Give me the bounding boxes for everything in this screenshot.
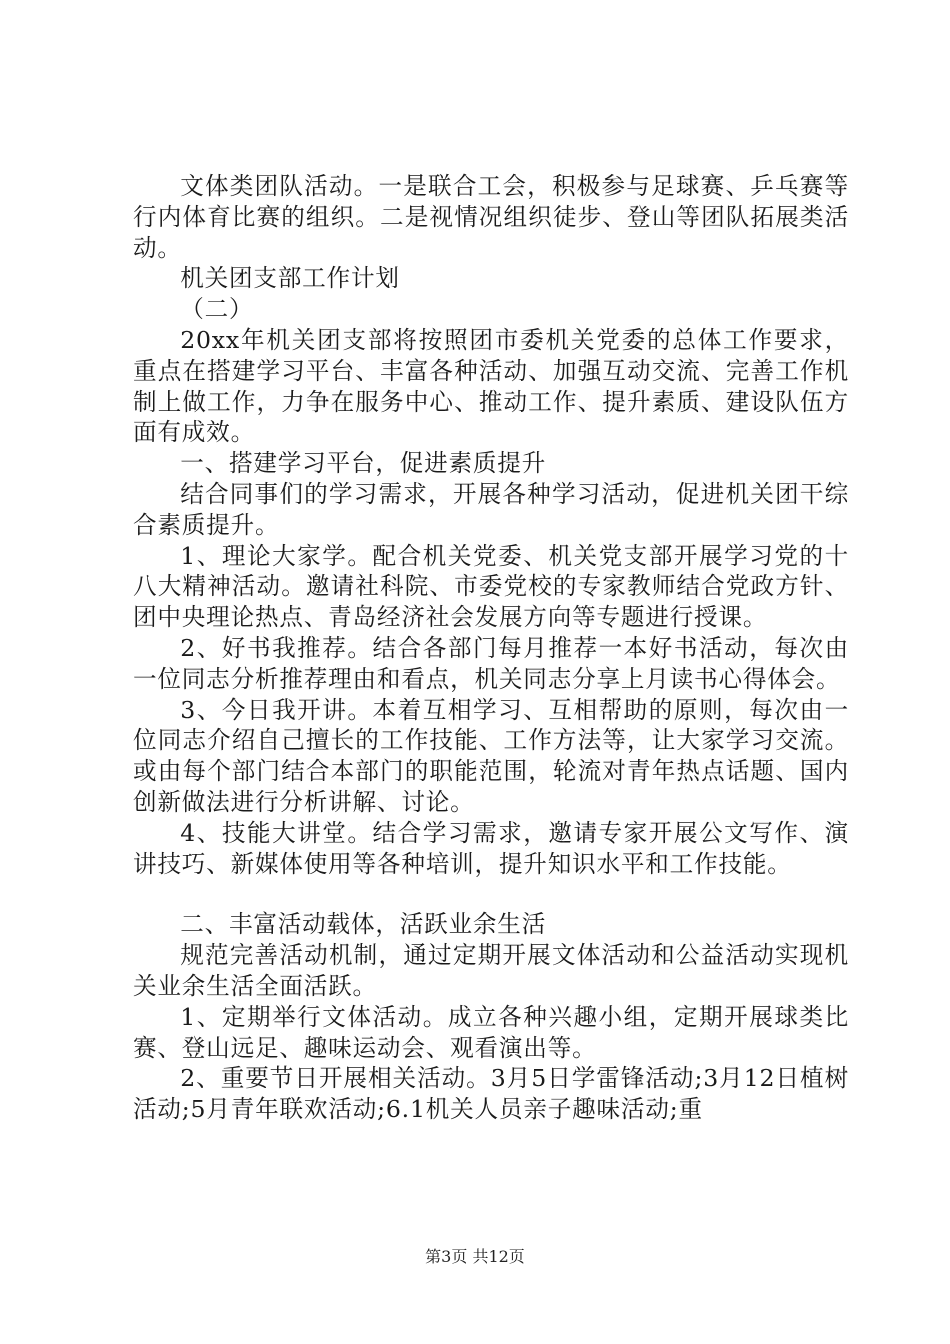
- document-body: [133, 171, 849, 1125]
- paragraph-intro: 20xx年机关团支部将按照团市委机关党委的总体工作要求，重点在搭建学习平台、丰富各种活动、加强互动交流、完善工作机制上做工作，力争在服务中心、推动工作、提升素质、建设队伍方面有成效。: [133, 325, 849, 447]
- item-skills-lecture: 4、技能大讲堂。结合学习需求，邀请专家开展公文写作、演讲技巧、新媒体使用等各种培训，提升知识水平和工作技能。: [133, 818, 849, 878]
- page-footer: 第3页 共12页: [425, 1247, 525, 1266]
- paragraph-gap: [133, 879, 849, 909]
- heading-rich-activities: 二、丰富活动载体，活跃业余生活: [180, 910, 547, 939]
- item-regular-activities: 1、定期举行文体活动。成立各种兴趣小组，定期开展球类比赛、登山远足、趣味运动会、观看演出等。: [133, 1002, 849, 1062]
- item-theory-study: 1、理论大家学。配合机关党委、机关党支部开展学习党的十八大精神活动。邀请社科院、市委党校的专家教师结合党政方针、团中央理论热点、青岛经济社会发展方向等专题进行授课。: [133, 541, 849, 632]
- item-holiday-activities: 2、重要节日开展相关活动。3月5日学雷锋活动;3月12日植树活动;5月青年联欢活动;6.1机关人员亲子趣味活动;重: [133, 1064, 849, 1124]
- paragraph-learning-needs: 结合同事们的学习需求，开展各种学习活动，促进机关团干综合素质提升。: [133, 479, 849, 539]
- item-book-recommend: 2、好书我推荐。结合各部门每月推荐一本好书活动，每次由一位同志分析推荐理由和看点，机关同志分享上月读书心得体会。: [133, 633, 849, 693]
- heading-learning-platform: 一、搭建学习平台，促进素质提升: [180, 449, 547, 478]
- paragraph-sports-activities: 文体类团队活动。一是联合工会，积极参与足球赛、乒乓赛等行内体育比赛的组织。二是视情况组织徒步、登山等团队拓展类活动。: [133, 172, 849, 262]
- section-title-work-plan: 机关团支部工作计划: [180, 264, 400, 293]
- paragraph-activity-mechanism: 规范完善活动机制，通过定期开展文体活动和公益活动实现机关业余生活全面活跃。: [133, 941, 849, 1000]
- item-today-lecture: 3、今日我开讲。本着互相学习、互相帮助的原则，每次由一位同志介绍自己擅长的工作技能、工作方法等，让大家学习交流。或由每个部门结合本部门的职能范围，轮流对青年热点话题、国内创新做法进行分析讲解、讨论。: [133, 695, 849, 816]
- section-number: （二）: [180, 295, 254, 324]
